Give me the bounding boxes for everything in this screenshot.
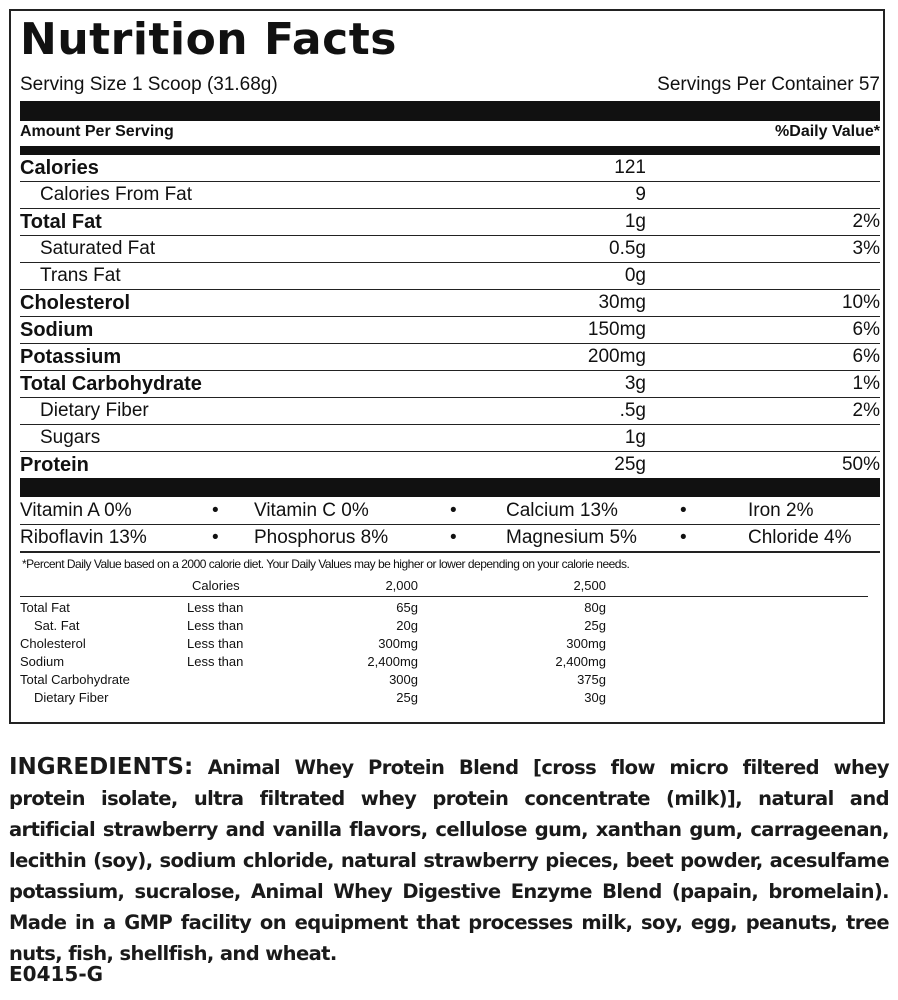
nutrient-row-total-carbohydrate [20,371,880,397]
nutrient-row-sugars [20,425,880,451]
nutrient-name: Saturated Fat [40,238,156,259]
row-divider [20,551,880,553]
nutrient-name: Total Carbohydrate [20,373,202,395]
product-code: E0415-G [9,962,104,986]
nutrient-amount: 25g [614,454,646,475]
vitamin-item: Iron 2% [748,500,814,521]
nutrient-name: Total Fat [20,211,102,233]
nutrient-name: Sugars [40,427,101,448]
daily-value-footnote: *Percent Daily Value based on a 2000 calorie diet. Your Daily Values may be higher or lower depending on your calorie needs. [22,557,630,571]
vitamin-item: Vitamin A 0% [20,500,132,521]
nutrient-name: Cholesterol [20,292,131,314]
nutrient-amount: 0g [624,265,646,286]
nutrient-name: Trans Fat [40,265,121,286]
dv-table-cell: Total Fat [20,600,70,615]
bullet: • [450,500,457,521]
dv-table-cell: 300mg [566,636,606,651]
nutrient-dv: 50% [841,454,880,475]
vitamin-item: Phosphorus 8% [254,527,389,548]
servings-per-container: Servings Per Container 57 [657,74,880,95]
dv-table-cell: 300g [389,672,418,687]
nutrient-amount: .5g [619,400,646,421]
nutrient-name: Calories [20,157,99,179]
bullet: • [212,500,219,521]
dv-table-divider [20,596,868,597]
bullet: • [450,527,457,548]
dv-table-cell: Less than [187,654,244,669]
ingredients-label: INGREDIENTS: [9,754,194,780]
nutrient-row-cholesterol [20,290,880,316]
dv-table-cell: 300mg [378,636,418,651]
dv-table-cell: Cholesterol [20,636,86,651]
nutrient-amount: 9 [635,184,646,205]
vitamin-row [20,525,880,551]
nutrient-dv: 2% [852,211,880,232]
vitamin-item: Riboflavin 13% [20,527,147,548]
nutrient-row-calories-from-fat [20,182,880,208]
nutrient-amount: 30mg [598,292,646,313]
dv-table-cell: 25g [584,618,606,633]
nutrient-row-sodium [20,317,880,343]
nutrient-row-total-fat [20,209,880,235]
nutrient-dv: 2% [852,400,880,421]
vitamin-row [20,498,880,524]
dv-table-cell: 375g [577,672,606,687]
dv-table-cell: Less than [187,600,244,615]
dv-table-header-calories: Calories [192,578,240,593]
dv-table-cell: Dietary Fiber [34,690,109,705]
amount-per-serving-header: Amount Per Serving [20,123,174,140]
bullet: • [680,500,687,521]
dv-table-cell: 30g [584,690,606,705]
nutrient-row-saturated-fat [20,236,880,262]
dv-table-cell: Sat. Fat [34,618,80,633]
dv-table-cell: 25g [396,690,418,705]
thick-divider [20,101,880,121]
vitamin-item: Calcium 13% [506,500,618,521]
nutrient-amount: 1g [624,427,646,448]
nutrient-dv: 10% [841,292,880,313]
nutrient-amount: 0.5g [609,238,646,259]
nutrient-row-dietary-fiber [20,398,880,424]
dv-table-cell: 2,400mg [555,654,606,669]
ingredients-text: Animal Whey Protein Blend [cross flow micro filtered whey protein isolate, ultra filtrated whey protein concentrate (milk)], natural and artificial strawberry and vanilla flavors, cellulose gum, xanthan gum, carrageenan, lecithin (soy), sodium chloride, natural strawberry pieces, beet powder, acesulfame potassium, sucralose, Animal Whey Digestive Enzyme Blend (papain, bromelain). Made in a GMP facility on equipment that processes milk, soy, egg, peanuts, tree nuts, fish, shellfish, and wheat. [9,756,889,965]
dv-table-header-2000: 2,000 [385,578,418,593]
nutrient-row-trans-fat [20,263,880,289]
dv-table-cell: 2,400mg [367,654,418,669]
nutrient-dv: 3% [852,238,880,259]
vitamin-item: Vitamin C 0% [254,500,369,521]
dv-table-cell: 80g [584,600,606,615]
nutrient-row-protein [20,452,880,478]
medium-divider [20,146,880,155]
nutrient-dv: 6% [852,346,880,367]
nutrient-amount: 1g [624,211,646,232]
thick-divider [20,478,880,497]
dv-table-cell: Sodium [20,654,65,669]
dv-table-cell: Total Carbohydrate [20,672,130,687]
serving-size: Serving Size 1 Scoop (31.68g) [20,74,278,95]
dv-table-cell: 20g [396,618,418,633]
nutrient-amount: 200mg [587,346,646,367]
nutrient-name: Sodium [20,319,94,341]
nutrient-dv: 1% [852,373,880,394]
nutrient-amount: 150mg [587,319,646,340]
daily-value-header: %Daily Value* [775,123,880,140]
nutrient-amount: 3g [624,373,646,394]
nutrient-name: Dietary Fiber [40,400,149,421]
nutrient-row-calories [20,155,880,181]
nutrient-name: Potassium [20,346,122,368]
nutrient-amount: 121 [614,157,646,178]
label-title: Nutrition Facts [20,14,397,65]
vitamin-item: Magnesium 5% [506,527,637,548]
nutrient-row-potassium [20,344,880,370]
ingredients-paragraph [9,752,889,969]
dv-table-cell: 65g [396,600,418,615]
dv-table-cell: Less than [187,618,244,633]
vitamin-item: Chloride 4% [748,527,852,548]
dv-table-cell: Less than [187,636,244,651]
dv-table-header-2500: 2,500 [573,578,606,593]
bullet: • [212,527,219,548]
bullet: • [680,527,687,548]
nutrient-dv: 6% [852,319,880,340]
nutrient-name: Protein [20,454,89,476]
nutrient-name: Calories From Fat [40,184,193,205]
